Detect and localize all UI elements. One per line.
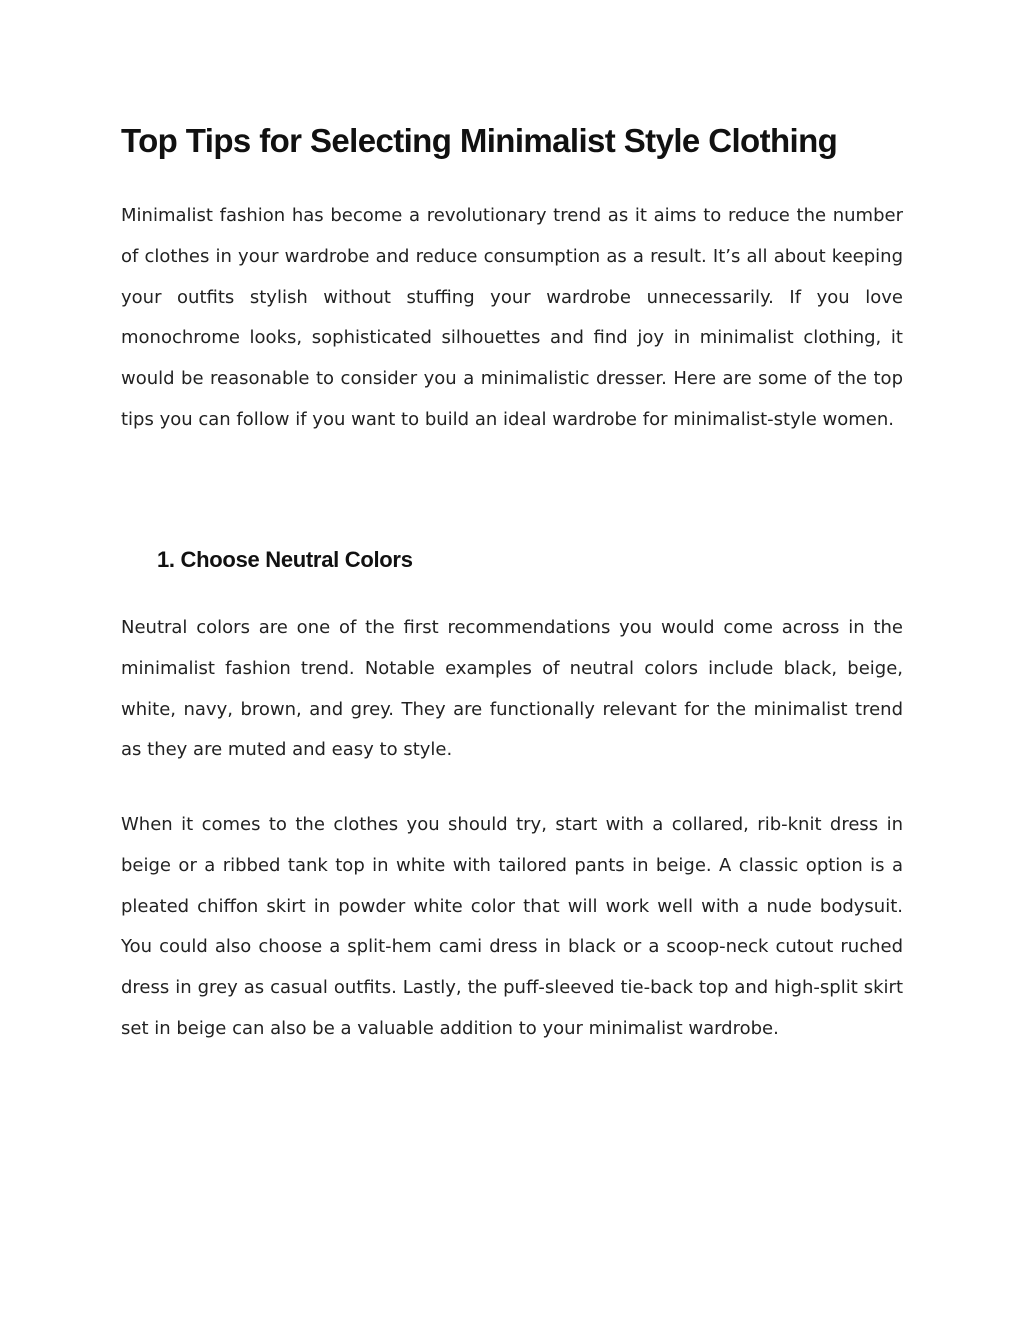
page-title: Top Tips for Selecting Minimalist Style Clothing — [121, 122, 838, 159]
section-paragraph: When it comes to the clothes you should try, start with a collared, rib-knit dress in beige or a ribbed tank top in white with tailored pants in beige. A classic option is a pleated chiffon skirt in powder white color that will work well with a nude bodysuit. You could also choose a split-hem cami dress in black or a scoop-neck cutout ruched dress in grey as casual outfits. Lastly, the puff-sleeved tie-back top and high-split skirt set in beige can also be a valuable addition to your minimalist wardrobe. — [121, 814, 903, 1039]
section-heading-neutral-colors: 1. Choose Neutral Colors — [157, 547, 413, 572]
section-paragraph: Neutral colors are one of the first recommendations you would come across in the minimalist fashion trend. Notable examples of neutral colors include black, beige, white, navy, brown, and grey. They are functionally relevant for the minimalist trend as they are muted and easy to style. — [121, 617, 903, 761]
intro-paragraph: Minimalist fashion has become a revolutionary trend as it aims to reduce the number of clothes in your wardrobe and reduce consumption as a result. It’s all about keeping your outfits stylish without stuffing your wardrobe unnecessarily. If you love monochrome looks, sophisticated silhouettes and find joy in minimalist clothing, it would be reasonable to consider you a minimalistic dresser. Here are some of the top tips you can follow if you want to build an ideal wardrobe for minimalist-style women. — [121, 205, 903, 430]
